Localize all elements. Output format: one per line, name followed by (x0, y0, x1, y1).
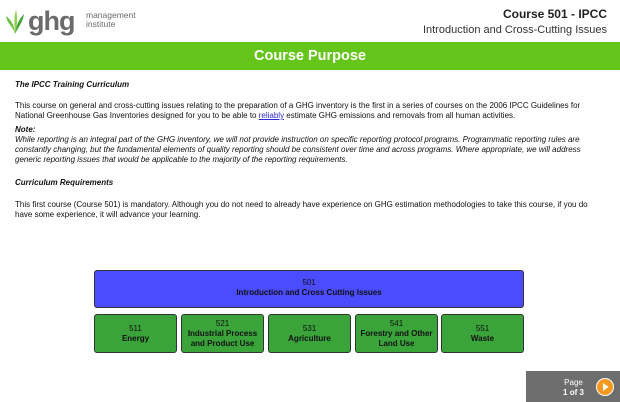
page-label: Page (564, 378, 583, 387)
reliably-link[interactable]: reliably (258, 111, 285, 120)
requirements-paragraph: This first course (Course 501) is mandatory. Although you do not need to already have experience on GHG estimation methodologies to take this course, if you do have some experience, it will advance your learning. (15, 200, 588, 219)
course-number: 541 (389, 318, 404, 328)
note-paragraph: While reporting is an integral part of the GHG inventory, we will not provide instruction on specific reporting protocol programs. Programmatic reporting rules are constantly changing, but the fundamental elements of quality reporting should be consistent over time and across programs. Where appropriate, we will address generic reporting issues that would be applicable to the majority of the reporting requirements. (15, 135, 581, 164)
logo-word: ghg (28, 6, 75, 36)
section-heading-curriculum: The IPCC Training Curriculum (15, 80, 130, 89)
course-number: 521 (215, 318, 230, 328)
course-box-551 (441, 314, 524, 353)
page-count: 1 of 3 (563, 388, 584, 397)
section-banner (0, 42, 620, 70)
course-box-501 (94, 270, 524, 308)
course-label: Introduction and Cross Cutting Issues (236, 288, 382, 297)
leaf-logo-icon (4, 8, 26, 36)
course-box-511 (94, 314, 177, 353)
curriculum-paragraph (15, 101, 607, 121)
course-box-531 (268, 314, 351, 353)
next-page-button[interactable] (596, 378, 614, 396)
curriculum-text-a: This course on general and cross-cutting issues relating to the preparation of a GHG inventory is the first in a series of courses on the 2006 IPCC Guidelines for National Greenhouse Gas Inventories designed for you to be able to (15, 101, 581, 120)
content-body (15, 80, 607, 220)
note-heading: Note: (15, 125, 36, 134)
course-label: Agriculture (288, 333, 331, 343)
course-box-541 (355, 314, 438, 353)
course-box-521 (181, 314, 264, 353)
course-label: Industrial Process and Product Use (187, 328, 258, 348)
course-number: 551 (475, 323, 490, 333)
course-label: Forestry and Other Land Use (360, 328, 433, 348)
header (0, 0, 620, 42)
ghg-logo (4, 6, 144, 36)
course-number: 511 (129, 323, 142, 333)
course-title: Course 501 - IPCC (502, 7, 607, 21)
page-navigator (526, 371, 620, 402)
section-heading-requirements: Curriculum Requirements (15, 178, 114, 187)
course-number: 531 (302, 323, 317, 333)
course-label: Waste (470, 333, 495, 343)
logo-subtitle (86, 11, 136, 29)
logo-sub-line-1: management (86, 10, 136, 20)
curriculum-text-b: estimate GHG emissions and removals from all human activities. (284, 111, 516, 120)
course-label: Energy (121, 333, 150, 343)
course-subtitle: Introduction and Cross-Cutting Issues (422, 24, 607, 36)
play-arrow-icon (597, 379, 613, 395)
page-title: Course Purpose (254, 48, 366, 64)
course-number: 501 (302, 278, 316, 287)
logo-sub-line-2: institute (86, 19, 116, 29)
